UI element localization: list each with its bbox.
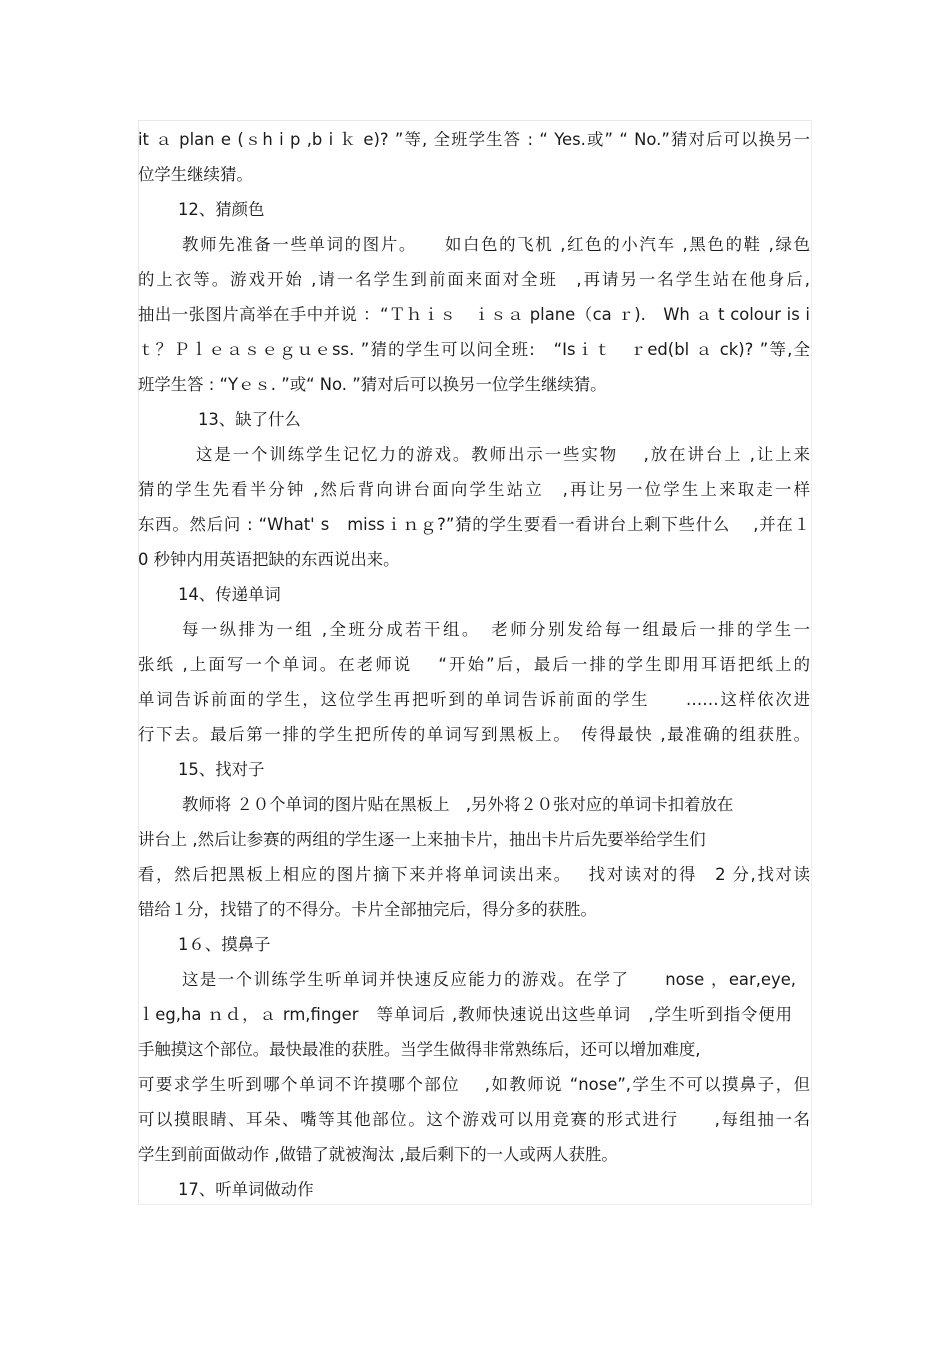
text-line: ｌeg,ha ｎｄ，ａ rm,finger 等单词后 ,教师快速说出这些单词 ,学生听到指令便用 <box>138 1005 792 1024</box>
text-line: 班学生答 : “Yｅｓ. ”或“ No. ”猜对后可以换另一位学生继续猜。 <box>138 375 607 394</box>
text-line: 抽出一张图片高举在手中并说 ：“Ｔｈｉｓ ｉｓａ plane（ca ｒ). Wh ａ t colour is i <box>138 305 810 324</box>
text-line: 学生到前面做动作 ,做错了就被淘汰 ,最后剩下的一人或两人获胜。 <box>138 1145 618 1164</box>
text-line: 教师将 ２０个单词的图片贴在黑板上 ,另外将２０张对应的单词卡扣着放在 <box>182 795 734 814</box>
text-line: 这是一个训练学生记忆力的游戏。教师出示一些实物 ,放在讲台上 ,让上来 <box>196 445 810 464</box>
text-line: 猜的学生先看半分钟 ,然后背向讲台面向学生站立 ,再让另一位学生上来取走一样 <box>138 480 810 499</box>
text-line: 这是一个训练学生听单词并快速反应能力的游戏。在学了 nose ，ear,eye, <box>182 970 796 989</box>
text-line: 单词告诉前面的学生，这位学生再把听到的单词告诉前面的学生 ……这样依次进 <box>138 690 810 709</box>
text-line: 可以摸眼睛、耳朵、嘴等其他部位。这个游戏可以用竞赛的形式进行 ,每组抽一名 <box>138 1110 810 1129</box>
section-heading: 1６、摸鼻子 <box>178 935 271 954</box>
text-line: 可要求学生听到哪个单词不许摸哪个部位 ,如教师说 “nose”,学生不可以摸鼻子，但 <box>138 1075 810 1094</box>
section-heading: 17、听单词做动作 <box>178 1180 314 1199</box>
text-line: it ａ plan e (ｓh i p ,b i ｋ e)? ”等, 全班学生答 : “ Yes.或” “ No.”猜对后可以换另一 <box>138 130 810 149</box>
text-line: 位学生继续猜。 <box>138 165 253 184</box>
text-line: 教师先准备一些单词的图片。 如白色的飞机 ,红色的小汽车 ,黑色的鞋 ,绿色 <box>182 235 810 254</box>
text-line: ｔ？Ｐｌｅａｓｅｇｕｅss. ”猜的学生可以问全班: “Isｉｔ ｒed(bl ａ ck)? ”等,全 <box>138 340 810 359</box>
text-line: 0 秒钟内用英语把缺的东西说出来。 <box>138 550 400 569</box>
section-heading: 15、找对子 <box>178 760 265 779</box>
section-heading: 14、传递单词 <box>178 585 281 604</box>
text-line: 行下去。最后第一排的学生把所传的单词写到黑板上。 传得最快 ,最准确的组获胜。 <box>138 725 810 744</box>
text-line: 讲台上 ,然后让参赛的两组的学生逐一上来抽卡片，抽出卡片后先要举给学生们 <box>138 830 706 849</box>
text-line: 每一纵排为一组 ,全班分成若干组。 老师分别发给每一组最后一排的学生一 <box>182 620 810 639</box>
text-line: 的上衣等。游戏开始 ,请一名学生到前面来面对全班 ,再请另一名学生站在他身后, <box>138 270 810 289</box>
text-line: 看，然后把黑板上相应的图片摘下来并将单词读出来。 找对读对的得 2 分,找对读 <box>138 865 810 884</box>
text-line: 错给１分，找错了的不得分。卡片全部抽完后，得分多的获胜。 <box>138 900 597 919</box>
section-heading: 13、缺了什么 <box>198 410 301 429</box>
text-line: 东西。然后问 : “What' s missｉｎｇ?”猜的学生要看一看讲台上剩下些什么 ,并在１ <box>138 515 810 534</box>
text-line: 张纸 ,上面写一个单词。在老师说 “开始”后，最后一排的学生即用耳语把纸上的 <box>138 655 810 674</box>
section-heading: 12、猜颜色 <box>178 200 265 219</box>
document-body <box>138 122 810 1207</box>
text-line: 手触摸这个部位。最快最准的获胜。当学生做得非常熟练后，还可以增加难度, <box>138 1040 701 1059</box>
